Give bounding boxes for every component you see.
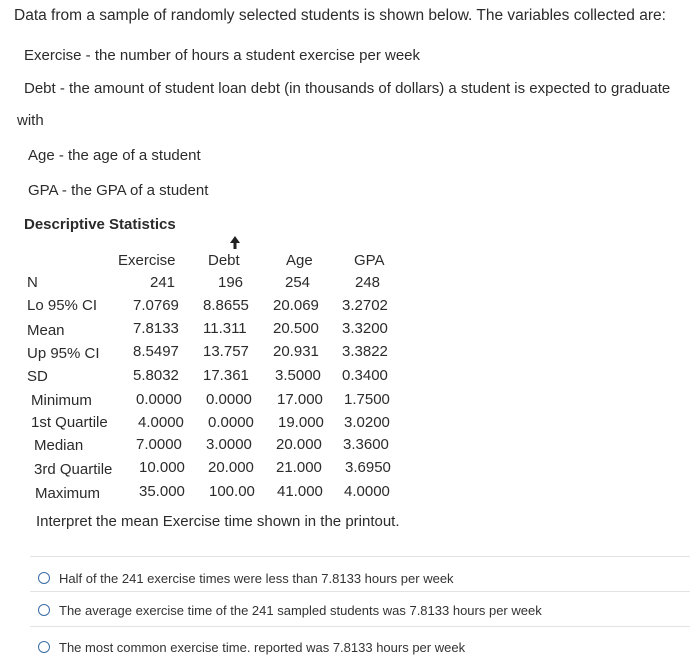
question-text: Interpret the mean Exercise time shown in the printout. [36, 513, 400, 530]
divider [30, 626, 690, 627]
table-cell: 8.5497 [133, 343, 179, 360]
row-label: Mean [27, 322, 65, 339]
answer-option-label: Half of the 241 exercise times were less than 7.8133 hours per week [59, 570, 454, 586]
table-cell: 41.000 [277, 483, 323, 500]
variable-debt-continued: with [17, 112, 44, 129]
radio-button-icon[interactable] [38, 572, 50, 584]
table-cell: 20.500 [273, 320, 319, 337]
table-cell: 1.7500 [344, 391, 390, 408]
table-cell: 3.3600 [343, 436, 389, 453]
table-cell: 7.8133 [133, 320, 179, 337]
table-cell: 0.0000 [136, 391, 182, 408]
table-cell: 100.00 [209, 483, 255, 500]
table-cell: 3.6950 [345, 459, 391, 476]
table-cell: 11.311 [203, 320, 247, 337]
intro-text: Data from a sample of randomly selected students is shown below. The variables collected are: [14, 7, 666, 24]
variable-age: Age - the age of a student [28, 147, 201, 164]
table-cell: 19.000 [278, 414, 324, 431]
table-cell: 241 [150, 274, 176, 291]
radio-button-icon[interactable] [38, 604, 50, 616]
row-label: SD [27, 368, 48, 385]
variable-exercise: Exercise - the number of hours a student exercise per week [24, 47, 421, 64]
table-cell: 5.8032 [133, 367, 179, 384]
table-cell: 3.0000 [206, 436, 252, 453]
row-label: Maximum [35, 485, 101, 502]
table-cell: 254 [285, 274, 311, 291]
radio-button-icon[interactable] [38, 641, 50, 653]
variable-gpa: GPA - the GPA of a student [28, 182, 209, 199]
answer-option-1[interactable] [38, 564, 454, 592]
table-cell: 17.361 [203, 367, 249, 384]
table-cell: 35.000 [139, 483, 185, 500]
table-cell: 248 [355, 274, 381, 291]
table-cell: 3.5000 [275, 367, 321, 384]
row-label: Median [34, 437, 84, 454]
divider [30, 591, 690, 592]
table-cell: 0.0000 [206, 391, 252, 408]
answer-option-3[interactable] [38, 633, 465, 661]
table-cell: 20.000 [276, 436, 322, 453]
row-label: Minimum [31, 392, 92, 409]
table-cell: 0.0000 [208, 414, 254, 431]
stats-heading: Descriptive Statistics [24, 216, 176, 233]
row-label: N [27, 274, 38, 291]
row-label: 1st Quartile [31, 414, 108, 431]
table-cell: 3.2702 [342, 297, 388, 314]
column-header-age: Age [286, 252, 313, 269]
table-cell: 20.000 [208, 459, 254, 476]
column-header-gpa: GPA [354, 252, 385, 269]
table-cell: 3.0200 [344, 414, 390, 431]
column-header-exercise: Exercise [118, 252, 176, 269]
table-cell: 4.0000 [138, 414, 184, 431]
answer-option-label: The average exercise time of the 241 sampled students was 7.8133 hours per week [59, 602, 542, 618]
table-cell: 3.3200 [342, 320, 388, 337]
row-label: Lo 95% CI [27, 297, 98, 314]
table-cell: 196 [218, 274, 244, 291]
row-label: Up 95% CI [27, 345, 100, 362]
table-cell: 7.0769 [133, 297, 179, 314]
column-header-debt: Debt [208, 252, 240, 269]
divider [30, 556, 690, 557]
answer-option-label: The most common exercise time. reported was 7.8133 hours per week [59, 639, 466, 655]
variable-debt: Debt - the amount of student loan debt (in thousands of dollars) a student is expected to graduate [24, 80, 671, 97]
table-cell: 17.000 [277, 391, 323, 408]
table-cell: 3.3822 [342, 343, 388, 360]
row-label: 3rd Quartile [34, 461, 113, 478]
table-cell: 13.757 [203, 343, 249, 360]
table-cell: 10.000 [139, 459, 185, 476]
answer-option-2[interactable] [38, 596, 542, 624]
mouse-cursor-icon [229, 236, 241, 250]
table-cell: 20.069 [273, 297, 319, 314]
table-cell: 20.931 [273, 343, 319, 360]
table-cell: 4.0000 [344, 483, 390, 500]
table-cell: 21.000 [276, 459, 322, 476]
table-cell: 8.8655 [203, 297, 249, 314]
table-cell: 0.3400 [342, 367, 388, 384]
table-cell: 7.0000 [136, 436, 182, 453]
